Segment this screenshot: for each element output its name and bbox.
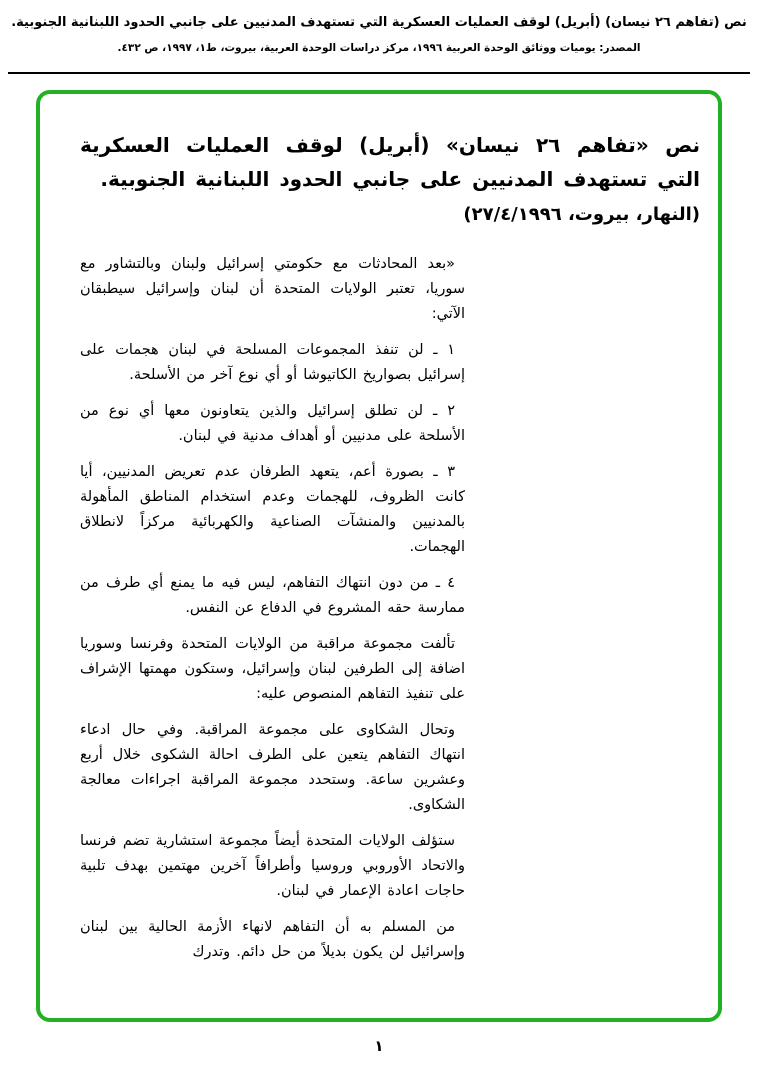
page-header (8, 12, 750, 56)
paragraph-item-2: ٢ ـ لن تطلق إسرائيل والذين يتعاونون معها أي نوع من الأسلحة على مدنيين أو أهداف مدنية في لبنان. (80, 403, 465, 444)
page-number: ١ (374, 1037, 384, 1055)
page-footer (8, 1036, 750, 1056)
document-frame (36, 90, 722, 1022)
header-title: نص (تفاهم ٢٦ نيسان) (أبريل) لوقف العمليات العسكرية التي تستهدف المدنيين على جانبي الحدود اللبنانية الجنوبية. (11, 15, 747, 30)
header-source-citation: المصدر: يوميات ووثائق الوحدة العربية ١٩٩٦، مركز دراسات الوحدة العربية، بيروت، ط١، ١٩٩٧، ص ٤٣٢. (117, 42, 641, 54)
paragraph-item-4: ٤ ـ من دون انتهاك التفاهم، ليس فيه ما يمنع أي طرف من ممارسة حقه المشروع في الدفاع عن النفس. (80, 575, 465, 616)
paragraph-item-1: ١ ـ لن تنفذ المجموعات المسلحة في لبنان هجمات على إسرائيل بصواريخ الكاتيوشا أو أي نوع آخر من الأسلحة. (80, 342, 465, 383)
paragraph-closing: من المسلم به أن التفاهم لانهاء الأزمة الحالية بين لبنان وإسرائيل لن يكون بديلاً من حل دائم. وتدرك (80, 919, 465, 960)
paragraph-intro: «بعد المحادثات مع حكومتي إسرائيل ولبنان وبالتشاور مع سوريا، تعتبر الولايات المتحدة أن لبنان وإسرائيل سيطبقان الآتي: (80, 256, 465, 322)
paragraph-monitoring-group: تألفت مجموعة مراقبة من الولايات المتحدة وفرنسا وسوريا اضافة إلى الطرفين لبنان وإسرائيل، وستكون مهمتها الإشراف على تنفيذ التفاهم المنصوص عليه: (80, 636, 465, 702)
paragraph-consultative-group: ستؤلف الولايات المتحدة أيضاً مجموعة استشارية تضم فرنسا والاتحاد الأوروبي وروسيا وأطرافاً آخرين مهتمين بهدف تلبية حاجات اعادة الإعمار في لبنان. (80, 833, 465, 899)
header-divider (8, 72, 750, 74)
document-title: نص «تفاهم ٢٦ نيسان» (أبريل) لوقف العمليات العسكرية التي تستهدف المدنيين على جانبي الحدود اللبنانية الجنوبية. (80, 133, 700, 191)
paragraph-item-3: ٣ ـ بصورة أعم، يتعهد الطرفان عدم تعريض المدنيين، أيا كانت الظروف، للهجمات وعدم استخدام المناطق المأهولة بالمدنيين والمنشآت الصناعية والكهربائية مركزاً لانطلاق الهجمات. (80, 464, 465, 555)
paragraph-complaints: وتحال الشكاوى على مجموعة المراقبة. وفي حال ادعاء انتهاك التفاهم يتعين على الطرف احالة الشكوى خلال أربع وعشرين ساعة. وستحدد مجموعة المراقبة اجراءات معالجة الشكاوى. (80, 722, 465, 813)
document-body (80, 252, 465, 965)
document-byline: (النهار، بيروت، ٢٧/٤/١٩٩٦) (463, 204, 700, 225)
